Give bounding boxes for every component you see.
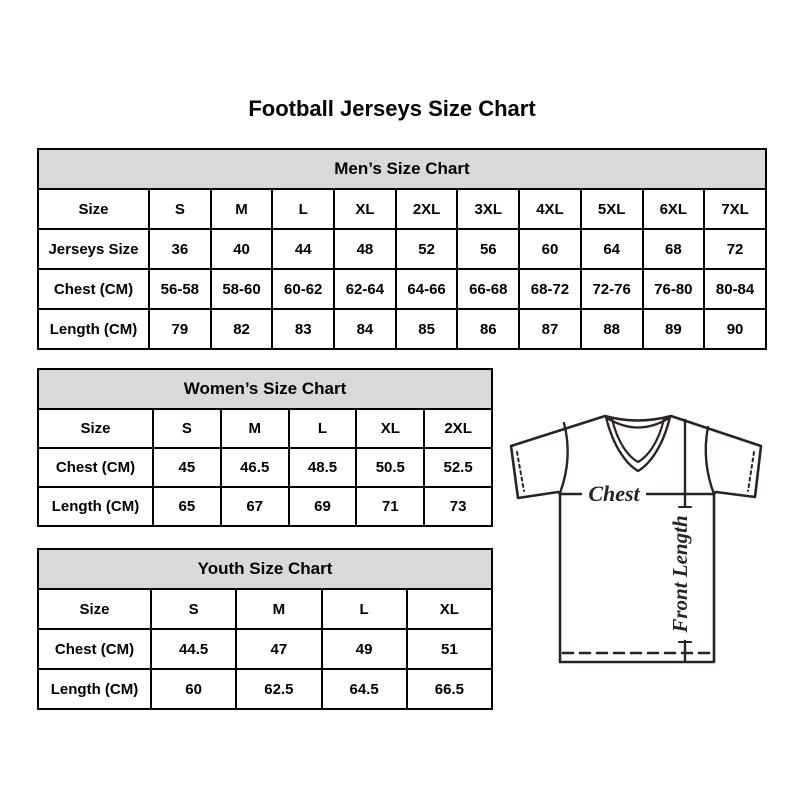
row-label: Length (CM)	[38, 309, 149, 349]
table-cell: 44.5	[151, 629, 236, 669]
table-cell: 46.5	[221, 448, 289, 487]
table-cell: 89	[643, 309, 705, 349]
table-cell: 64-66	[396, 269, 458, 309]
table-cell: 84	[334, 309, 396, 349]
table-cell: S	[151, 589, 236, 629]
table-cell: XL	[407, 589, 492, 629]
table-row	[38, 409, 492, 448]
table-cell: 72-76	[581, 269, 643, 309]
row-label: Length (CM)	[38, 669, 151, 709]
jersey-outline	[511, 416, 761, 662]
table-cell: 60	[151, 669, 236, 709]
table-cell: 79	[149, 309, 211, 349]
table-cell: 88	[581, 309, 643, 349]
table-cell: 47	[236, 629, 321, 669]
table-cell: S	[149, 189, 211, 229]
table-cell: 45	[153, 448, 221, 487]
youth-size-table	[37, 548, 493, 710]
table-row	[38, 448, 492, 487]
row-label: Chest (CM)	[38, 269, 149, 309]
row-label: Chest (CM)	[38, 448, 153, 487]
table-cell: 80-84	[704, 269, 766, 309]
womens-size-table	[37, 368, 493, 527]
table-cell: 72	[704, 229, 766, 269]
table-cell: L	[272, 189, 334, 229]
table-cell: 62-64	[334, 269, 396, 309]
table-cell: 65	[153, 487, 221, 526]
table-row	[38, 229, 766, 269]
table-row	[38, 629, 492, 669]
table-cell: 69	[289, 487, 357, 526]
table-cell: M	[221, 409, 289, 448]
table-cell: 76-80	[643, 269, 705, 309]
youth-table-title: Youth Size Chart	[38, 549, 492, 589]
table-cell: 56-58	[149, 269, 211, 309]
jersey-measurement-diagram	[498, 398, 780, 676]
row-label: Length (CM)	[38, 487, 153, 526]
row-label: Jerseys Size	[38, 229, 149, 269]
table-cell: 85	[396, 309, 458, 349]
table-cell: 36	[149, 229, 211, 269]
table-row	[38, 269, 766, 309]
table-cell: 68	[643, 229, 705, 269]
table-cell: L	[289, 409, 357, 448]
table-cell: 90	[704, 309, 766, 349]
table-cell: 60	[519, 229, 581, 269]
womens-table-title: Women’s Size Chart	[38, 369, 492, 409]
table-cell: 66-68	[457, 269, 519, 309]
row-label: Size	[38, 189, 149, 229]
table-cell: 4XL	[519, 189, 581, 229]
table-cell: M	[211, 189, 273, 229]
table-cell: 50.5	[356, 448, 424, 487]
table-cell: 2XL	[396, 189, 458, 229]
table-cell: XL	[334, 189, 396, 229]
table-cell: M	[236, 589, 321, 629]
table-cell: 87	[519, 309, 581, 349]
table-cell: 62.5	[236, 669, 321, 709]
table-cell: 82	[211, 309, 273, 349]
mens-size-table	[37, 148, 767, 350]
mens-size-chart-section	[37, 148, 767, 350]
table-cell: 68-72	[519, 269, 581, 309]
table-row	[38, 669, 492, 709]
front-length-label: Front Length	[668, 515, 692, 633]
table-cell: 67	[221, 487, 289, 526]
mens-table-title: Men’s Size Chart	[38, 149, 766, 189]
table-cell: 56	[457, 229, 519, 269]
table-cell: 3XL	[457, 189, 519, 229]
table-cell: 40	[211, 229, 273, 269]
table-row	[38, 589, 492, 629]
table-cell: S	[153, 409, 221, 448]
table-cell: 51	[407, 629, 492, 669]
table-cell: 48.5	[289, 448, 357, 487]
table-row	[38, 487, 492, 526]
youth-size-chart-section	[37, 548, 493, 710]
womens-size-chart-section	[37, 368, 493, 527]
row-label: Size	[38, 589, 151, 629]
table-cell: 66.5	[407, 669, 492, 709]
table-cell: 86	[457, 309, 519, 349]
chest-label: Chest	[588, 481, 640, 506]
table-cell: 71	[356, 487, 424, 526]
table-cell: 64.5	[322, 669, 407, 709]
table-row	[38, 309, 766, 349]
table-cell: L	[322, 589, 407, 629]
table-row	[38, 189, 766, 229]
table-cell: 52	[396, 229, 458, 269]
table-cell: 64	[581, 229, 643, 269]
page-title: Football Jerseys Size Chart	[248, 96, 536, 121]
row-label: Size	[38, 409, 153, 448]
table-cell: 48	[334, 229, 396, 269]
table-cell: 44	[272, 229, 334, 269]
table-cell: 49	[322, 629, 407, 669]
table-cell: 6XL	[643, 189, 705, 229]
table-cell: 2XL	[424, 409, 492, 448]
table-cell: 5XL	[581, 189, 643, 229]
table-cell: 52.5	[424, 448, 492, 487]
table-cell: 58-60	[211, 269, 273, 309]
table-cell: 83	[272, 309, 334, 349]
table-cell: 60-62	[272, 269, 334, 309]
table-cell: 7XL	[704, 189, 766, 229]
table-cell: XL	[356, 409, 424, 448]
row-label: Chest (CM)	[38, 629, 151, 669]
table-cell: 73	[424, 487, 492, 526]
